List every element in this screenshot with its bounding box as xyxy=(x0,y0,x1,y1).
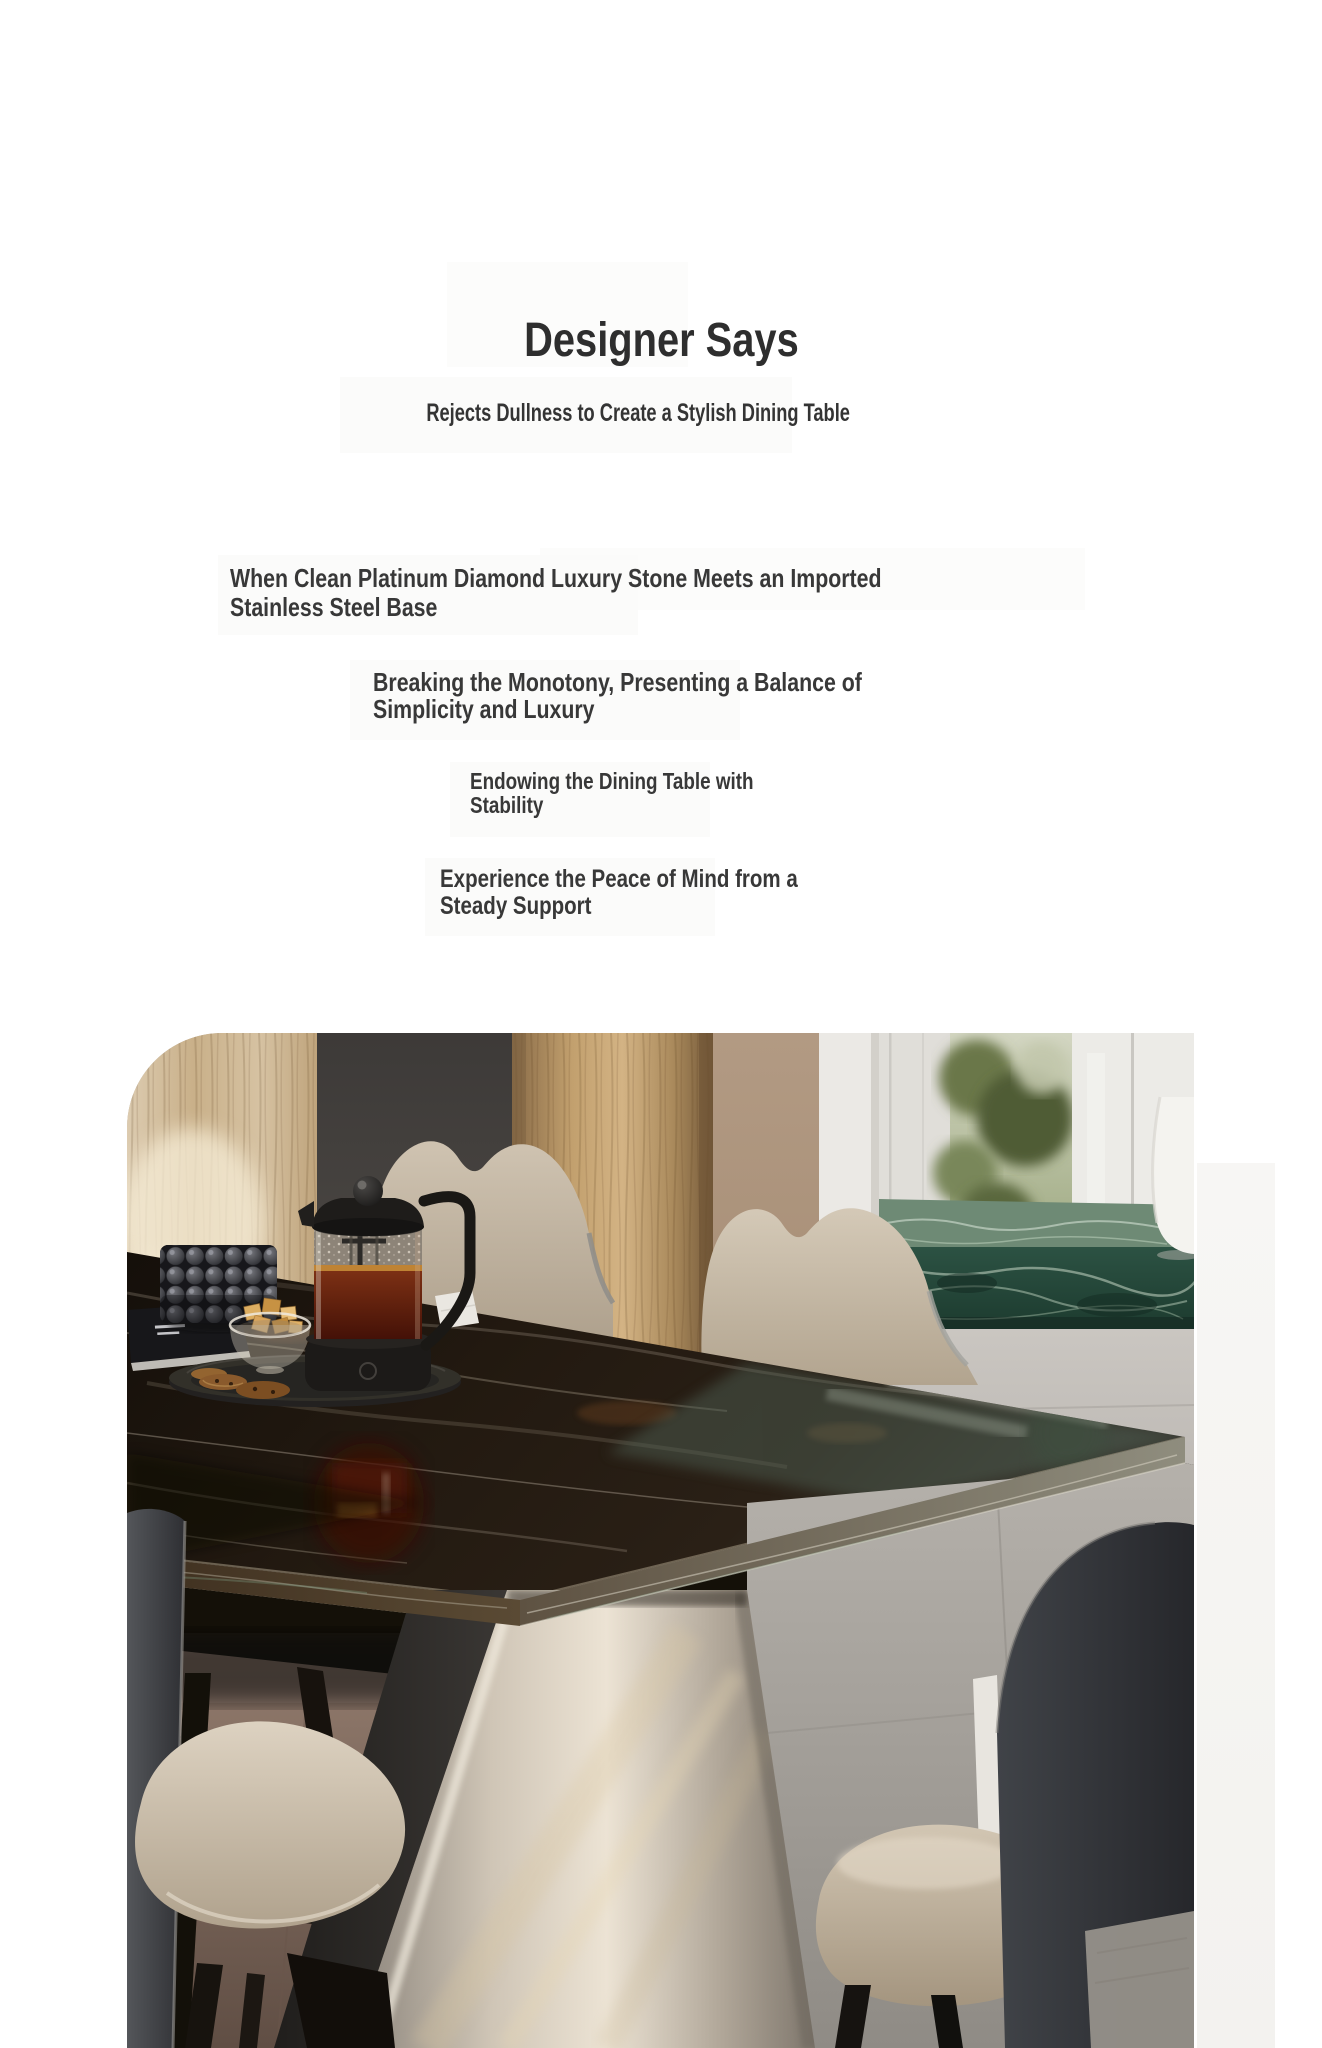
statement-breaking-monotony: Breaking the Monotony, Presenting a Balance of Simplicity and Luxury xyxy=(373,667,862,724)
statement-steady-support: Experience the Peace of Mind from a Steady Support xyxy=(440,865,798,920)
statement-stability: Endowing the Dining Table with Stability xyxy=(470,768,754,818)
french-press-knob xyxy=(353,1176,383,1206)
hero-image-dining-table xyxy=(127,1033,1194,2048)
side-panel xyxy=(1197,1163,1275,2048)
page-subtitle: Rejects Dullness to Create a Stylish Dining Table xyxy=(426,399,850,427)
page-title: Designer Says xyxy=(523,314,799,368)
statement-stone-meets-base: When Clean Platinum Diamond Luxury Stone Meets an Imported Stainless Steel Base xyxy=(230,563,882,622)
